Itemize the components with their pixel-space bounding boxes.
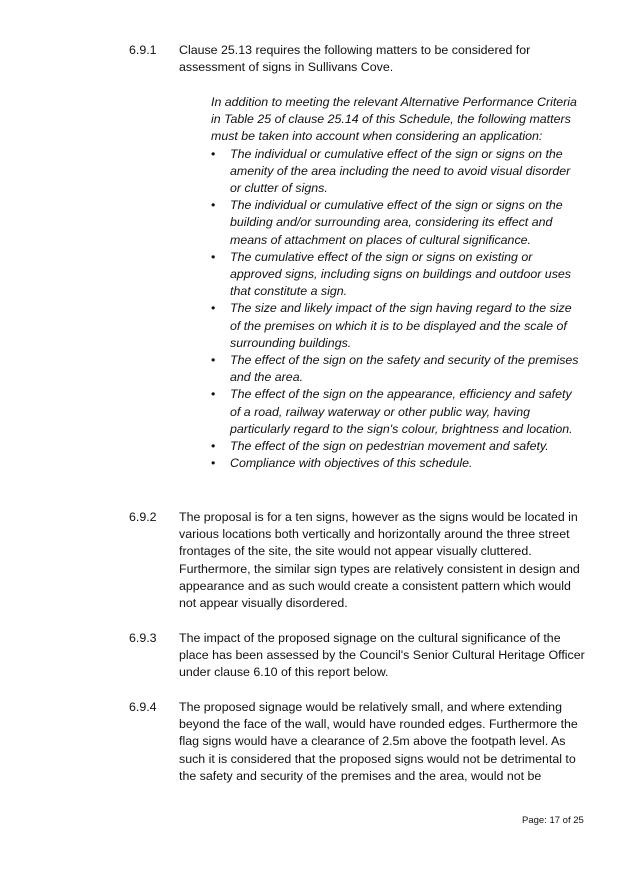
bullet-icon: • — [211, 146, 216, 161]
list-item: • The effect of the sign on the appearance, efficiency and safety of a road, railway waterway or other public way, having particularly regard to the sign's colour, brightness and location. — [211, 387, 573, 436]
section-6-9-1 — [129, 42, 589, 76]
list-item: • The individual or cumulative effect of the sign or signs on the amenity of the area including the need to avoid visual disorder or clutter of signs. — [211, 146, 571, 196]
section-number: 6.9.3 — [129, 631, 157, 645]
page-number: Page: 17 of 25 — [522, 815, 584, 826]
section-text: The impact of the proposed signage on the cultural significance of the place has been assessed by the Council's Senior Cultural Heritage Officer under clause 6.10 of this report below. — [179, 631, 585, 680]
section-6-9-3 — [129, 630, 589, 682]
section-number: 6.9.1 — [129, 43, 157, 57]
list-item: • The cumulative effect of the sign or signs on existing or approved signs, including signs on buildings and outdoor uses that constitute a sign. — [211, 249, 571, 299]
section-6-9-4 — [129, 699, 589, 785]
bullet-icon: • — [211, 387, 216, 402]
bullet-icon: • — [211, 249, 216, 264]
section-6-9-2 — [129, 509, 589, 612]
criteria-list — [211, 146, 583, 473]
section-text: The proposed signage would be relatively small, and where extending beyond the face of the wall, would have rounded edges. Furthermore the flag signs would have a clearance of 2.5m above the footpath level. As such it is considered that the proposed signs would not be detrimental to the safety and security of the premises and the area, would not be — [179, 700, 578, 783]
section-text: The proposal is for a ten signs, however as the signs would be located in various locations both vertically and horizontally around the three street frontages of the site, the site would not appear visually cluttered. Furthermore, the similar sign types are relatively consistent in design and appearance and as such would create a consistent pattern which would not appear visually disordered. — [179, 510, 580, 611]
list-item: • Compliance with objectives of this schedule. — [211, 455, 583, 472]
list-item: • The size and likely impact of the sign having regard to the size of the premises on which it is to be displayed and the scale of surrounding buildings. — [211, 301, 572, 350]
bullet-icon: • — [211, 353, 216, 368]
bullet-icon: • — [211, 439, 216, 454]
section-number: 6.9.4 — [129, 700, 157, 714]
bullet-icon: • — [211, 301, 216, 316]
list-item: • The effect of the sign on the safety and security of the premises and the area. — [211, 353, 579, 385]
section-number: 6.9.2 — [129, 510, 157, 524]
list-item: • The individual or cumulative effect of the sign or signs on the building and/or surrounding area, considering its effect and means of attachment on places of cultural significance. — [211, 198, 563, 247]
bullet-icon: • — [211, 198, 216, 213]
quote-intro: In addition to meeting the relevant Alternative Performance Criteria in Table 25 of clause 25.14 of this Schedule, the following matters must be taken into account when considering an application: — [211, 95, 577, 144]
quoted-clause — [211, 94, 583, 472]
bullet-icon: • — [211, 456, 216, 471]
list-item: • The effect of the sign on pedestrian movement and safety. — [211, 438, 583, 455]
section-text: Clause 25.13 requires the following matters to be considered for assessment of signs in Sullivans Cove. — [179, 43, 531, 75]
